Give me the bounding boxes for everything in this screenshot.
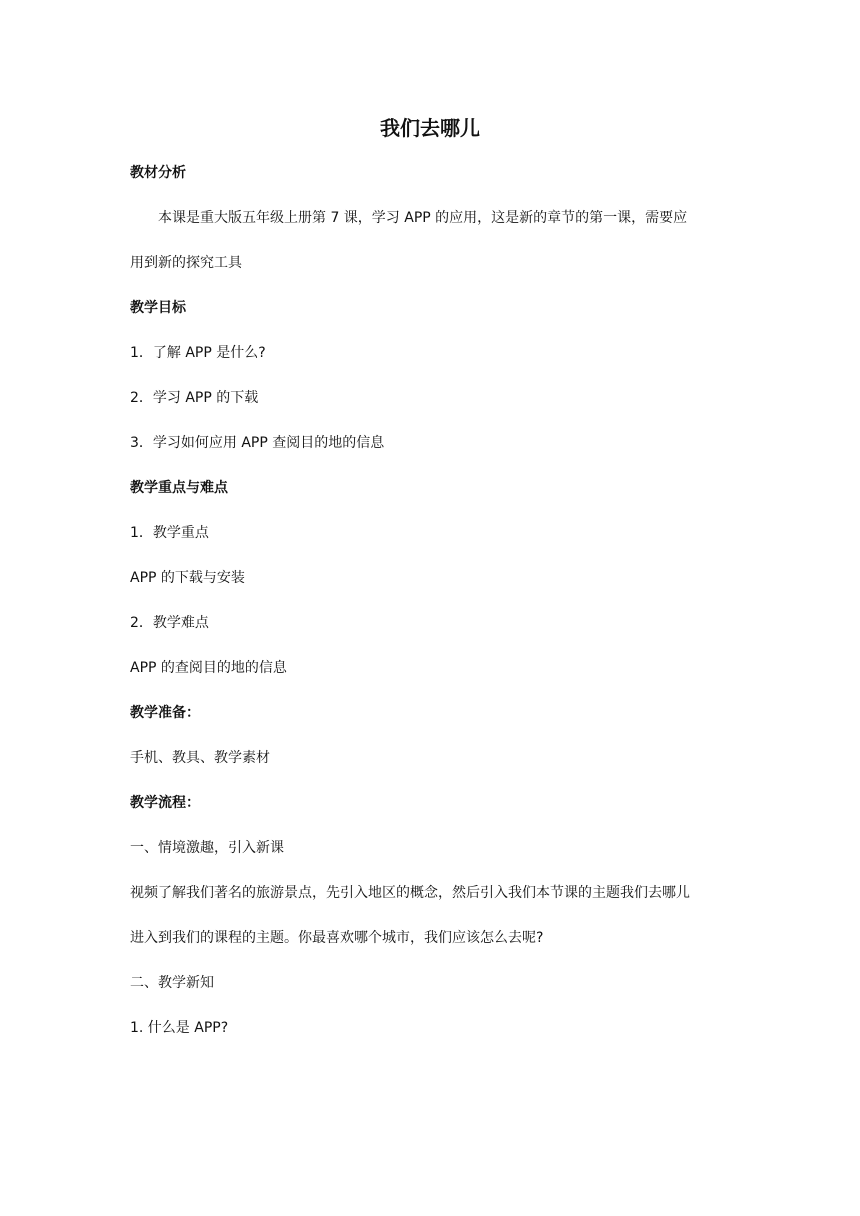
section-heading-preparation: 教学准备： bbox=[130, 705, 200, 721]
paragraph-line: 本课是重大版五年级上册第 7 课，学习 APP 的应用，这是新的章节的第一课，需要应 bbox=[158, 210, 688, 226]
paragraph-line: APP 的下载与安装 bbox=[130, 570, 245, 586]
paragraph-line: 视频了解我们著名的旅游景点，先引入地区的概念，然后引入我们本节课的主题我们去哪儿 bbox=[130, 885, 690, 901]
paragraph-line: 用到新的探究工具 bbox=[130, 255, 242, 271]
section-heading-material-analysis: 教材分析 bbox=[130, 165, 186, 181]
section-heading-process: 教学流程： bbox=[130, 795, 200, 811]
section-heading-teaching-goals: 教学目标 bbox=[130, 300, 186, 316]
list-item: 3．学习如何应用 APP 查阅目的地的信息 bbox=[130, 435, 385, 451]
section-heading-key-points: 教学重点与难点 bbox=[130, 480, 228, 496]
paragraph-line: 手机、教具、教学素材 bbox=[130, 750, 270, 766]
paragraph-line: 进入到我们的课程的主题。你最喜欢哪个城市，我们应该怎么去呢? bbox=[130, 930, 544, 946]
subsection-heading: 一、情境激趣，引入新课 bbox=[130, 840, 284, 856]
paragraph-line: APP 的查阅目的地的信息 bbox=[130, 660, 287, 676]
list-item: 1. 什么是 APP? bbox=[130, 1020, 229, 1036]
list-item: 1．了解 APP 是什么? bbox=[130, 345, 266, 361]
document-title: 我们去哪儿 bbox=[380, 116, 480, 140]
subsection-heading: 二、教学新知 bbox=[130, 975, 214, 991]
list-item: 2．教学难点 bbox=[130, 615, 209, 631]
list-item: 2．学习 APP 的下载 bbox=[130, 390, 259, 406]
list-item: 1．教学重点 bbox=[130, 525, 209, 541]
